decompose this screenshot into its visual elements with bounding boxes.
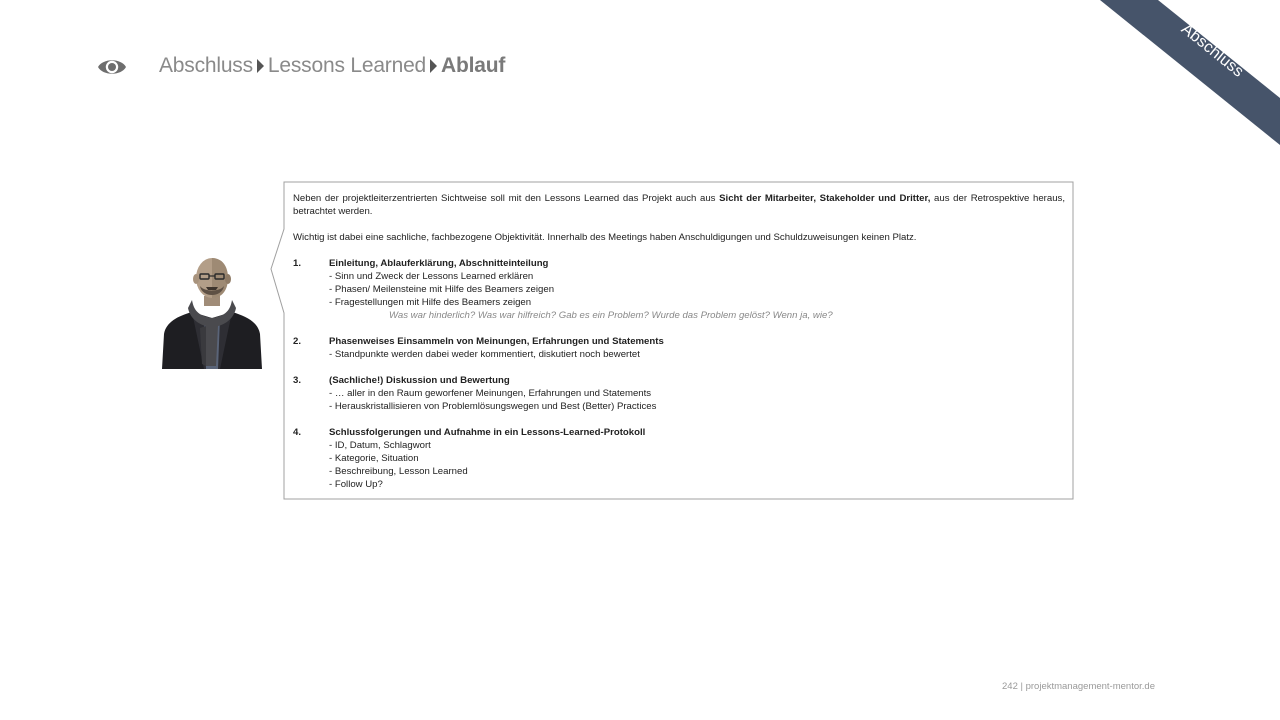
objectivity-paragraph: Wichtig ist dabei eine sachliche, fachbezogene Objektivität. Innerhalb des Meetings haben Anschuldigungen und Schuldzuweisungen keinen Platz. bbox=[293, 232, 917, 243]
step-item: - Beschreibung, Lesson Learned bbox=[329, 466, 468, 477]
step-item: - Phasen/ Meilensteine mit Hilfe des Beamers zeigen bbox=[329, 284, 555, 295]
intro-text: Neben der projektleiterzentrierten Sichtweise soll mit den Lessons Learned das Projekt auch aus bbox=[293, 193, 720, 204]
breadcrumb-item-abschluss[interactable]: Abschluss bbox=[159, 54, 253, 77]
step-2 bbox=[293, 335, 1065, 361]
intro-emphasis: Sicht der Mitarbeiter, Stakeholder und Dritter, bbox=[719, 193, 931, 204]
chevron-right-icon bbox=[430, 59, 437, 73]
step-item: - Sinn und Zweck der Lessons Learned erklären bbox=[329, 271, 534, 282]
step-title: Phasenweises Einsammeln von Meinungen, Erfahrungen und Statements bbox=[329, 336, 664, 347]
step-item: - Standpunkte werden dabei weder kommentiert, diskutiert noch bewertet bbox=[329, 349, 640, 360]
breadcrumb-item-lessons-learned[interactable]: Lessons Learned bbox=[267, 54, 427, 77]
step-4 bbox=[293, 426, 1065, 491]
step-number: 2. bbox=[293, 336, 302, 347]
lessons-learned-content bbox=[293, 192, 1065, 492]
step-1 bbox=[293, 257, 1065, 322]
step-hint: Was war hinderlich? Was war hilfreich? Gab es ein Problem? Wurde das Problem gelöst? Wenn ja, wie? bbox=[389, 310, 833, 321]
chevron-right-icon bbox=[257, 59, 264, 73]
section-ribbon-label: Abschluss bbox=[1177, 20, 1247, 81]
avatar-icon bbox=[162, 256, 262, 369]
intro-paragraph bbox=[293, 192, 1065, 218]
step-item: - Herauskristallisieren von Problemlösungswegen und Best (Better) Practices bbox=[329, 401, 657, 412]
page-footer: 242 | projektmanagement-mentor.de bbox=[1002, 681, 1155, 692]
breadcrumb bbox=[159, 53, 505, 79]
intro-text-end: aus der Retrospektive heraus, betrachtet werden. bbox=[293, 193, 1066, 217]
step-title: Schlussfolgerungen und Aufnahme in ein Lessons-Learned-Protokoll bbox=[329, 427, 646, 438]
step-item: - … aller in den Raum geworfener Meinungen, Erfahrungen und Statements bbox=[329, 388, 652, 399]
step-item: - Kategorie, Situation bbox=[329, 453, 419, 464]
step-item: - Fragestellungen mit Hilfe des Beamers zeigen bbox=[329, 297, 532, 308]
step-number: 3. bbox=[293, 375, 302, 386]
step-number: 4. bbox=[293, 427, 302, 438]
breadcrumb-item-ablauf: Ablauf bbox=[441, 54, 506, 77]
step-title: (Sachliche!) Diskussion und Bewertung bbox=[329, 375, 510, 386]
step-number: 1. bbox=[293, 258, 302, 269]
step-item: - Follow Up? bbox=[329, 479, 383, 490]
step-item: - ID, Datum, Schlagwort bbox=[329, 440, 431, 451]
step-title: Einleitung, Ablauferklärung, Abschnitteinteilung bbox=[329, 258, 549, 269]
step-3 bbox=[293, 374, 1065, 413]
eye-icon bbox=[97, 56, 127, 78]
